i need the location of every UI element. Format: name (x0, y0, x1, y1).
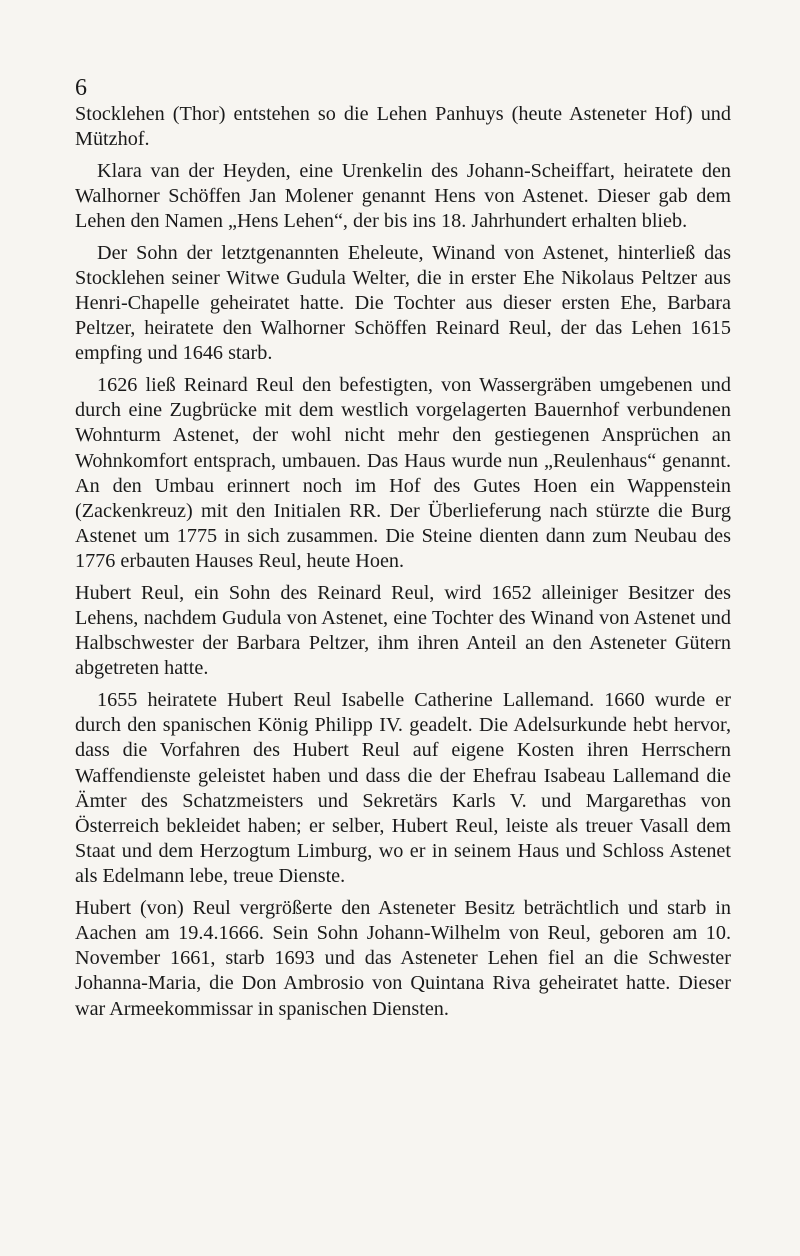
paragraph-7: Hubert (von) Reul vergrößerte den Asteneter Besitz beträchtlich und starb in Aachen am 19.4.1666. Sein Sohn Johann-Wilhelm von Reul, geboren am 10. November 1661, starb 1693 und das Asteneter Lehen fiel an die Schwester Johanna-Maria, die Don Ambrosio von Quintana Riva geheiratet hatte. Dieser war Armeekommissar in spanischen Diensten. (75, 896, 731, 1020)
paragraph-3: Der Sohn der letztgenannten Eheleute, Winand von Astenet, hinterließ das Stocklehen seiner Witwe Gudula Welter, die in erster Ehe Nikolaus Peltzer aus Henri-Chapelle geheiratet hatte. Die Tochter aus dieser ersten Ehe, Barbara Peltzer, heiratete den Walhorner Schöffen Reinard Reul, der das Lehen 1615 empfing und 1646 starb. (75, 241, 731, 365)
paragraph-2: Klara van der Heyden, eine Urenkelin des Johann-Scheiffart, heiratete den Walhorner Schöffen Jan Molener genannt Hens von Astenet. Dieser gab dem Lehen den Namen „Hens Lehen“, der bis ins 18. Jahrhundert erhalten blieb. (75, 159, 731, 233)
body-text (75, 102, 731, 1028)
paragraph-4: 1626 ließ Reinard Reul den befestigten, von Wassergräben umgebenen und durch eine Zugbrücke mit dem westlich vorgelagerten Bauernhof verbundenen Wohnturm Astenet, der wohl nicht mehr den gestiegenen Ansprüchen an Wohnkomfort entsprach, umbauen. Das Haus wurde nun „Reulenhaus“ genannt. An den Umbau erinnert noch im Hof des Gutes Hoen ein Wappenstein (Zackenkreuz) mit den Initialen RR. Der Überlieferung nach stürzte die Burg Astenet um 1775 in sich zusammen. Die Steine dienten dann zum Neubau des 1776 erbauten Hauses Reul, heute Hoen. (75, 373, 731, 573)
page-number: 6 (75, 75, 87, 101)
paragraph-1: Stocklehen (Thor) entstehen so die Lehen Panhuys (heute Asteneter Hof) und Mützhof. (75, 103, 731, 151)
paragraph-6: 1655 heiratete Hubert Reul Isabelle Catherine Lallemand. 1660 wurde er durch den spanischen König Philipp IV. geadelt. Die Adelsurkunde hebt hervor, dass die Vorfahren des Hubert Reul auf eigene Kosten ihren Herrschern Waffendienste geleistet haben und dass die der Ehefrau Isabeau Lallemand die Ämter des Schatzmeisters und Sekretärs Karls V. und Margarethas von Österreich bekleidet haben; er selber, Hubert Reul, leiste als treuer Vasall dem Staat und dem Herzogtum Limburg, wo er in seinem Haus und Schloss Astenet als Edelmann lebe, treue Dienste. (75, 688, 731, 888)
paragraph-5: Hubert Reul, ein Sohn des Reinard Reul, wird 1652 alleiniger Besitzer des Lehens, nachdem Gudula von Astenet, eine Tochter des Winand von Astenet und Halbschwester der Barbara Peltzer, ihm ihren Anteil an den Asteneter Gütern abgetreten hatte. (75, 581, 731, 680)
